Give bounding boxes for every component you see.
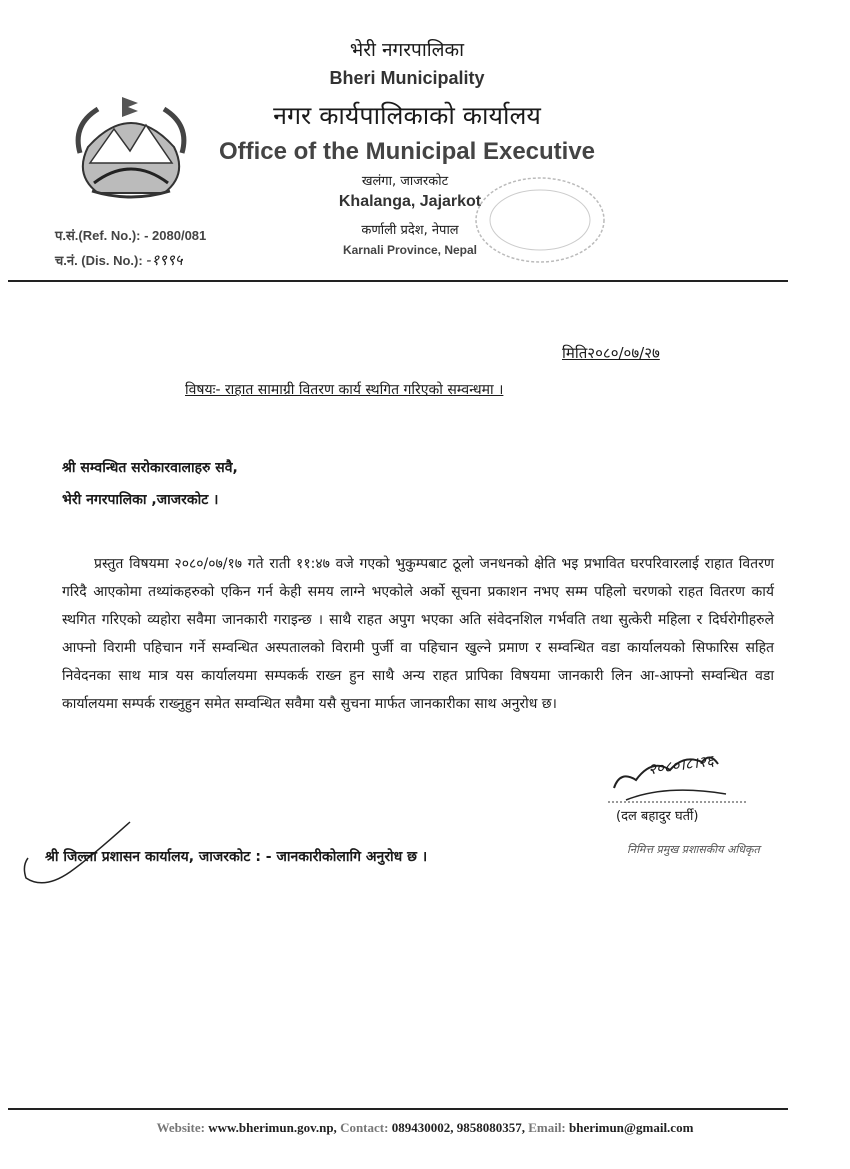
footer-divider xyxy=(8,1108,788,1110)
dispatch-number xyxy=(55,250,183,270)
province-english: Karnali Province, Nepal xyxy=(342,243,478,257)
header-divider xyxy=(8,280,788,282)
carbon-copy-line: श्री जिल्ला प्रशासन कार्यालय, जाजरकोट : - जानकारीकोलागि अनुरोध छ । xyxy=(45,849,428,865)
contact-label: Contact: xyxy=(340,1120,389,1135)
footer-contact xyxy=(0,1120,850,1136)
dispatch-number-label: च.नं. (Dis. No.): xyxy=(55,253,143,268)
letter-subject: विषयः- राहात सामाग्री वितरण कार्य स्थगित गरिएको सम्वन्धमा । xyxy=(185,382,504,398)
contact-phones: 089430002, 9858080357, xyxy=(391,1120,525,1135)
signatory-title: निमित्त प्रमुख प्रशासकीय अधिकृत xyxy=(627,843,760,856)
office-name-english: Office of the Municipal Executive xyxy=(218,138,596,165)
website-link[interactable]: www.bherimun.gov.np, xyxy=(208,1120,337,1135)
office-stamp xyxy=(470,170,610,270)
reference-number: प.सं.(Ref. No.): - 2080/081 xyxy=(55,228,207,243)
signatory-name: (दल बहादुर घर्ती) xyxy=(616,809,699,824)
signature-date: २०८०।८।२६ xyxy=(647,751,715,779)
office-name-nepali: नगर कार्यपालिकाको कार्यालय xyxy=(273,101,541,130)
website-label: Website: xyxy=(156,1120,205,1135)
email-link[interactable]: bherimun@gmail.com xyxy=(569,1120,694,1135)
province-nepali: कर्णाली प्रदेश, नेपाल xyxy=(361,223,459,238)
email-label: Email: xyxy=(528,1120,566,1135)
dispatch-number-value: -१९९५ xyxy=(146,251,183,269)
municipality-name-nepali: भेरी नगरपालिका xyxy=(349,39,465,61)
address-english: Khalanga, Jajarkot xyxy=(338,193,482,210)
letter-body: प्रस्तुत विषयमा २०८०/०७/१७ गते राती ११:४७ वजे गएको भुकुम्पबाट ठूलो जनधनको क्षेति भइ प्रभावित घरपरिवारलाई राहात वितरण गरिदै आएकोमा तथ्यांकहरुको एकिन गर्न केही समय लाग्ने भएकोले अर्को सूचना प्रकाशन नभए सम्म पहिलो चरणको राहत वितरण कार्य स्थगित गरिएको व्यहोरा सवैमा जानकारी गराइन्छ । साथै राहत अपुग भएका अति संवेदनशिल गर्भवति तथा सुत्केरी महिला र दिर्घरोगीहरुले आफ्नो विरामी पहिचान गर्ने सम्वन्धित अस्पतालको विरामी पुर्जी वा पहिचान खुल्ने प्रमाण र सम्वन्धित वडा कार्यालयको सिफारिस सहित निवेदनका साथ मात्र यस कार्यालयमा सम्पकर्क राख्न हुन साथै अन्य राहत प्रापिका विषयमा जानकारी लिन आ-आफ्नो सम्वन्धित वडा कार्यालयमा सम्पर्क राख्नुहुन समेत सम्वन्धित सवैमा यसै सुचना मार्फत जानकारीका साथ अनुरोध छ। xyxy=(62,556,774,712)
letter-date: मिति२०८०/०७/२७ xyxy=(562,344,660,362)
addressee-line-1: श्री सम्वन्धित सरोकारवालाहरु सवै, xyxy=(62,460,238,476)
address-nepali: खलंगा, जाजरकोट xyxy=(361,174,449,189)
addressee-line-2: भेरी नगरपालिका ,जाजरकोट । xyxy=(62,492,219,508)
municipality-name-english: Bheri Municipality xyxy=(329,68,485,88)
